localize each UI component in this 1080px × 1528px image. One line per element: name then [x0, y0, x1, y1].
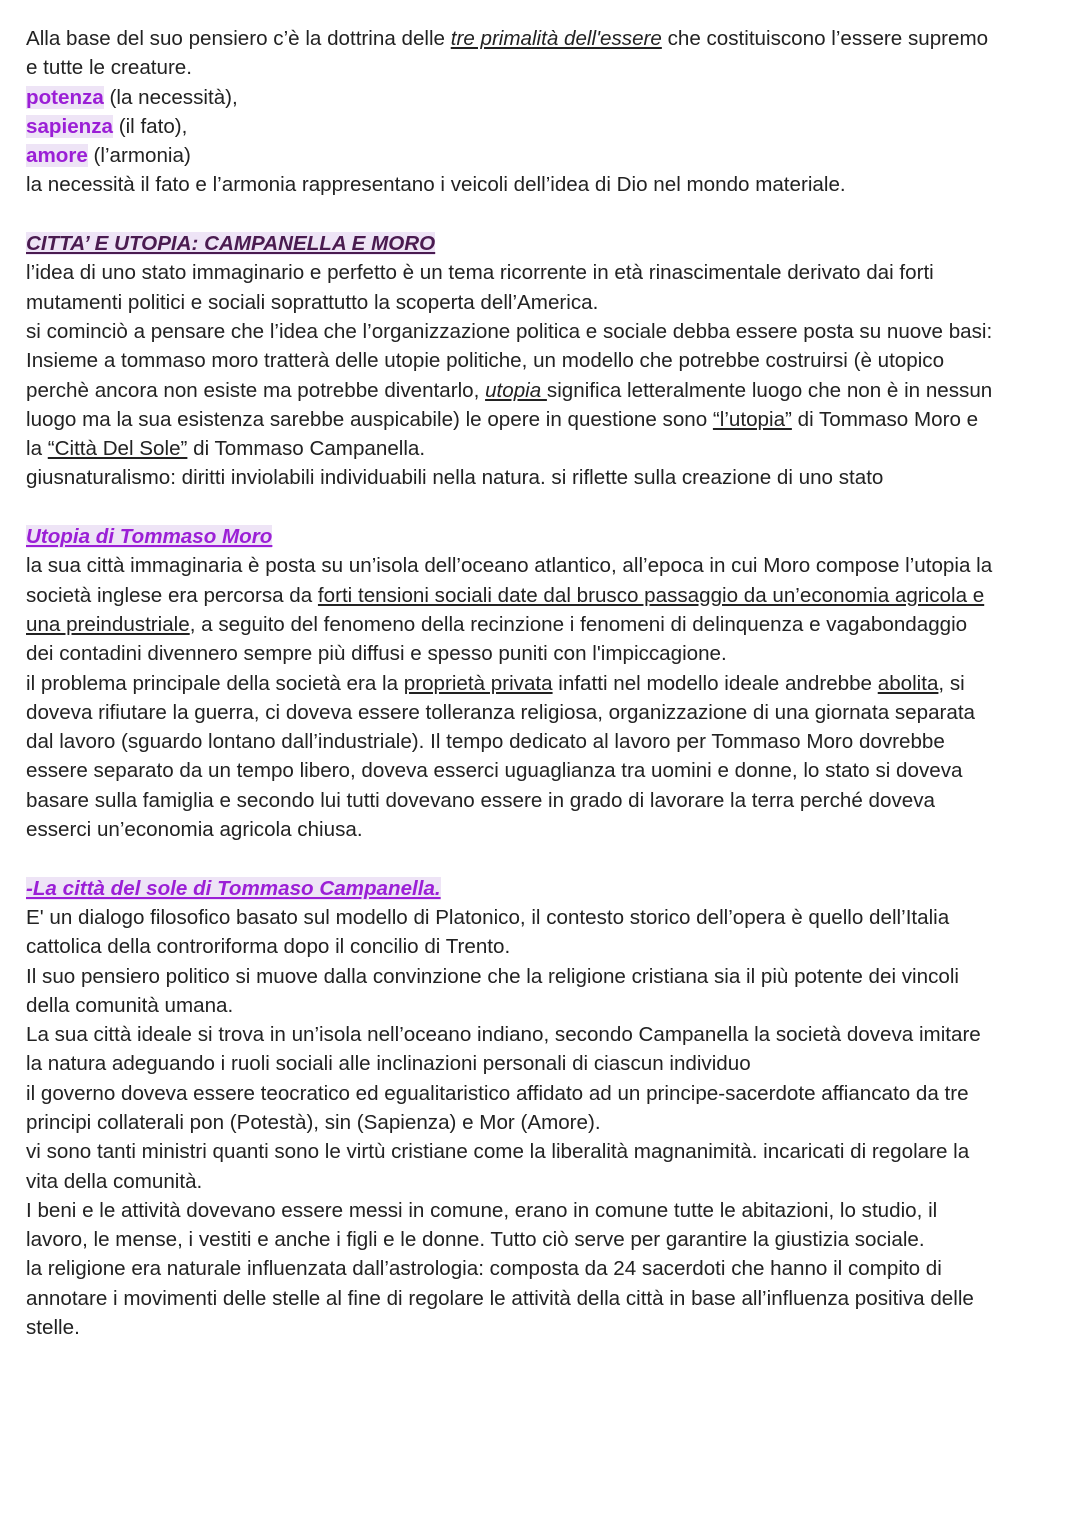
citta-text: significa letteralmente luogo che non è in nessun	[546, 378, 993, 402]
campanella-line: vi sono tanti ministri quanti sono le virtù cristiane come la liberalità magnanimità. incaricati di regolare la	[26, 1140, 970, 1164]
campanella-line: cattolica della controriforma dopo il concilio di Trento.	[26, 935, 511, 959]
moro-text: il problema principale della società era la	[26, 671, 404, 695]
moro-text: infatti nel modello ideale andrebbe	[552, 671, 878, 695]
citta-heading-line	[26, 229, 1056, 258]
moro-line-1: la sua città immaginaria è posta su un’isola dell’oceano atlantico, all’epoca in cui Moro compose l’utopia la	[26, 554, 993, 578]
intro-line-1	[26, 24, 1056, 53]
citta-text: la	[26, 437, 48, 461]
moro-line-9: basare sulla famiglia e secondo lui tutti dovevano essere in grado di lavorare la terra perché doveva	[26, 788, 935, 812]
citta-line-2: mutamenti politici e sociali soprattutto la scoperta dell’America.	[26, 290, 599, 314]
moro-line-7: dal lavoro (sguardo lontano dall’industriale). Il tempo dedicato al lavoro per Tommaso Moro dovrebbe	[26, 730, 945, 754]
abolita-link[interactable]: abolita	[877, 671, 939, 695]
campanella-line: lavoro, le mense, i vestiti e anche i figli e le donne. Tutto ciò serve per garantire la giustizia sociale.	[26, 1228, 925, 1252]
citta-text: di Tommaso Campanella.	[187, 437, 426, 461]
moro-text: , si	[938, 671, 965, 695]
campanella-line: I beni e le attività dovevano essere messi in comune, erano in comune tutte le abitazioni, lo studio, il	[26, 1198, 938, 1222]
campanella-line: della comunità umana.	[26, 993, 234, 1017]
amore-term: amore	[26, 144, 88, 168]
moro-heading-line	[26, 522, 1056, 551]
intro-text: Alla base del suo pensiero c’è la dottrina delle	[26, 27, 451, 50]
tre-primalita-link[interactable]: tre primalità dell'essere	[450, 27, 662, 50]
campanella-line: vita della comunità.	[26, 1169, 203, 1193]
tensioni-sociali-link[interactable]: forti tensioni sociali date dal brusco passaggio da un’economia agricola e	[317, 583, 985, 607]
spacer	[26, 844, 1056, 873]
sapienza-line	[26, 112, 1056, 141]
campanella-heading-line	[26, 874, 1056, 903]
potenza-desc: (la necessità),	[103, 85, 238, 109]
sapienza-term: sapienza	[26, 114, 113, 138]
potenza-term: potenza	[26, 85, 104, 109]
citta-line-7	[26, 434, 1056, 463]
moro-text: società inglese era percorsa da	[26, 583, 318, 607]
moro-line-2	[26, 581, 1056, 610]
preindustriale-link[interactable]: una preindustriale	[26, 612, 190, 636]
potenza-line	[26, 83, 1056, 112]
campanella-line: stelle.	[26, 1316, 80, 1340]
amore-line	[26, 141, 1056, 170]
intro-line-2: e tutte le creature.	[26, 56, 192, 80]
citta-text: perchè ancora non esiste ma potrebbe diventarlo,	[26, 378, 486, 402]
campanella-line: la religione era naturale influenzata dall’astrologia: composta da 24 sacerdoti che hanno il compito di	[26, 1257, 942, 1281]
moro-line-3	[26, 610, 1056, 639]
document-page	[26, 24, 1056, 1342]
campanella-line: La sua città ideale si trova in un’isola nell’oceano indiano, secondo Campanella la società doveva imitare	[26, 1023, 981, 1047]
moro-line-5	[26, 669, 1056, 698]
citta-line-1: l’idea di uno stato immaginario e perfetto è un tema ricorrente in età rinascimentale derivato dai forti	[26, 261, 934, 285]
utopia-link[interactable]: utopia	[485, 378, 547, 402]
amore-desc: (l’armonia)	[87, 144, 191, 168]
citta-heading: CITTA’ E UTOPIA: CAMPANELLA E MORO	[26, 232, 436, 256]
campanella-line: E' un dialogo filosofico basato sul modello di Platonico, il contesto storico dell’opera è quello dell’Italia	[26, 905, 950, 929]
citta-line-5	[26, 376, 1056, 405]
campanella-line: Il suo pensiero politico si muove dalla convinzione che la religione cristiana sia il più potente dei vincoli	[26, 964, 959, 988]
intro-text: che costituiscono l’essere supremo	[661, 27, 989, 50]
moro-line-6: doveva rifiutare la guerra, ci doveva essere tolleranza religiosa, organizzazione di una giornata separata	[26, 700, 976, 724]
campanella-line: principi collaterali pon (Potestà), sin (Sapienza) e Mor (Amore).	[26, 1110, 601, 1134]
citta-text: di Tommaso Moro e	[791, 407, 979, 431]
moro-text: , a seguito del fenomeno della recinzione i fenomeni di delinquenza e vagabondaggio	[189, 612, 968, 636]
sapienza-desc: (il fato),	[113, 114, 188, 138]
l-utopia-link[interactable]: “l’utopia”	[712, 407, 792, 431]
campanella-line: il governo doveva essere teocratico ed egualitaristico affidato ad un principe-sacerdote affiancato da tre	[26, 1081, 969, 1105]
citta-line-4: Insieme a tommaso moro tratterà delle utopie politiche, un modello che potrebbe costruirsi (è utopico	[26, 349, 945, 373]
citta-del-sole-link[interactable]: “Città Del Sole”	[47, 437, 188, 461]
moro-heading: Utopia di Tommaso Moro	[26, 525, 273, 549]
campanella-line: annotare i movimenti delle stelle al fine di regolare le attività della città in base all’influenza positiva delle	[26, 1286, 974, 1310]
citta-text: luogo ma la sua esistenza sarebbe auspicabile) le opere in questione sono	[26, 407, 713, 431]
intro-line-6: la necessità il fato e l’armonia rappresentano i veicoli dell’idea di Dio nel mondo materiale.	[26, 173, 846, 197]
campanella-heading: -La città del sole di Tommaso Campanella.	[26, 876, 441, 900]
citta-line-8: giusnaturalismo: diritti inviolabili individuabili nella natura. si riflette sulla creazione di uno stato	[26, 466, 884, 490]
moro-line-10: esserci un’economia agricola chiusa.	[26, 818, 363, 842]
citta-line-6	[26, 405, 1056, 434]
campanella-line: la natura adeguando i ruoli sociali alle inclinazioni personali di ciascun individuo	[26, 1052, 751, 1076]
moro-line-8: essere separato da un tempo libero, doveva esserci uguaglianza tra uomini e donne, lo stato si doveva	[26, 759, 963, 783]
spacer	[26, 493, 1056, 522]
spacer	[26, 200, 1056, 229]
moro-line-4: dei contadini divennero sempre più diffusi e spesso puniti con l'impiccagione.	[26, 642, 727, 666]
citta-line-3: si cominciò a pensare che l’idea che l’organizzazione politica e sociale debba essere posta su nuove basi:	[26, 319, 993, 343]
proprieta-privata-link[interactable]: proprietà privata	[403, 671, 553, 695]
